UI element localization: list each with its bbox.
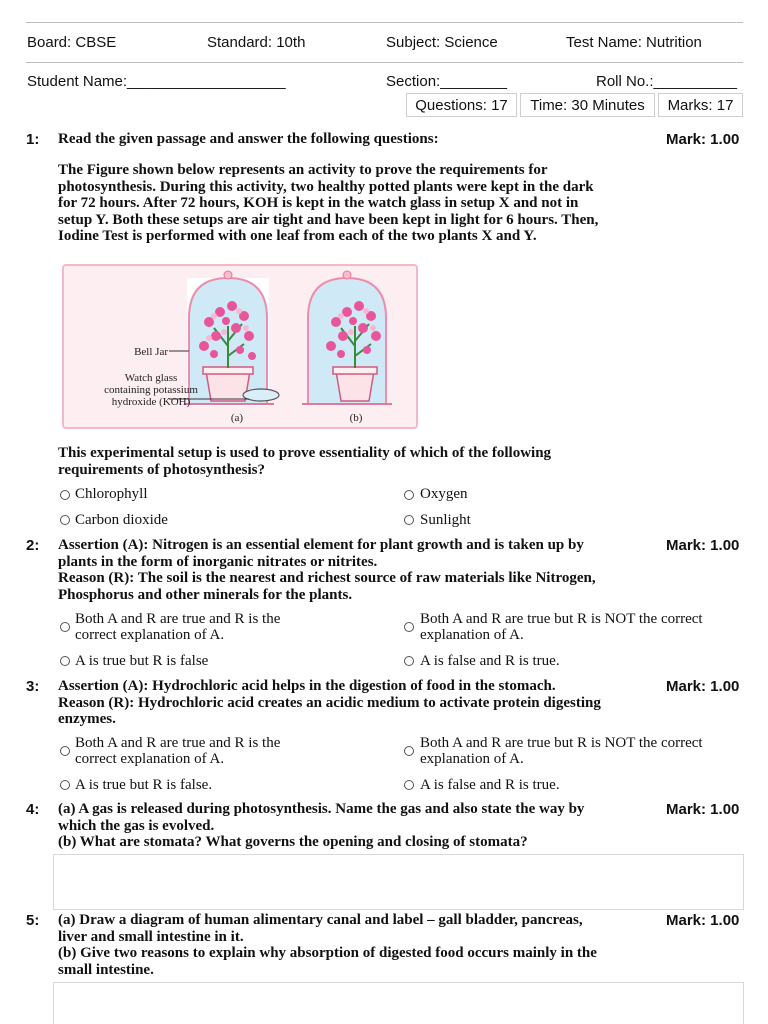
question-mark: Mark: 1.00 — [666, 678, 740, 695]
question-line: Phosphorus and other minerals for the plants. — [58, 586, 353, 603]
option-label: Carbon dioxide — [75, 512, 168, 528]
question-mark: Mark: 1.00 — [666, 131, 740, 148]
subject-label: Subject: Science — [386, 34, 498, 51]
option-line: Both A and R are true but R is NOT the correct — [420, 735, 703, 751]
question-line: requirements of photosynthesis? — [58, 461, 265, 478]
question-text — [58, 537, 658, 603]
radio-option[interactable] — [404, 780, 414, 790]
roll-no-field[interactable]: Roll No.:__________ — [596, 73, 737, 90]
question-line: which the gas is evolved. — [58, 817, 215, 834]
option-line: Both A and R are true and R is the — [75, 611, 281, 627]
question-line: Assertion (A): Hydrochloric acid helps in the digestion of food in the stomach. — [58, 678, 556, 694]
radio-option[interactable] — [60, 622, 70, 632]
radio-option[interactable] — [60, 780, 70, 790]
label-a: (a) — [230, 412, 244, 424]
radio-option[interactable] — [60, 656, 70, 666]
option-label — [75, 735, 280, 767]
question-number: 3: — [26, 678, 40, 695]
marks-badge: Marks: 17 — [658, 93, 743, 117]
watch-glass-label: containing potassium — [104, 384, 198, 396]
answer-box[interactable] — [53, 854, 744, 910]
watch-glass-label: hydroxide (KOH) — [111, 396, 191, 408]
option-label: Sunlight — [420, 512, 471, 528]
question-line: Assertion (A): Nitrogen is an essential element for plant growth and is taken up by — [58, 537, 584, 553]
option-label: A is false and R is true. — [420, 653, 560, 669]
question-mark: Mark: 1.00 — [666, 801, 740, 818]
radio-option[interactable] — [60, 490, 70, 500]
option-line: explanation of A. — [420, 627, 524, 643]
passage-line: for 72 hours. After 72 hours, KOH is kept in the watch glass in setup X and not in — [58, 195, 579, 211]
top-rule — [26, 22, 743, 23]
option-line: explanation of A. — [420, 751, 524, 767]
question-text — [58, 912, 658, 978]
question-number: 1: — [26, 131, 40, 148]
option-label: A is true but R is false. — [75, 777, 213, 793]
question-number: 2: — [26, 537, 40, 554]
radio-option[interactable] — [404, 656, 414, 666]
question-line: small intestine. — [58, 961, 154, 978]
standard-label: Standard: 10th — [207, 34, 306, 51]
radio-option[interactable] — [404, 746, 414, 756]
option-line: Both A and R are true but R is NOT the correct — [420, 611, 703, 627]
option-label — [75, 611, 280, 643]
question-line: enzymes. — [58, 711, 116, 727]
question-text — [58, 801, 658, 851]
option-line: Both A and R are true and R is the — [75, 735, 281, 751]
bell-jar-figure — [62, 264, 418, 429]
bell-jar-label: Bell Jar — [134, 346, 168, 358]
question-mark: Mark: 1.00 — [666, 912, 740, 929]
time-badge: Time: 30 Minutes — [520, 93, 655, 117]
option-label: A is false and R is true. — [420, 777, 560, 793]
passage-line: photosynthesis. During this activity, two healthy potted plants were kept in the dark — [58, 178, 594, 195]
option-label — [420, 735, 703, 767]
passage — [58, 162, 678, 245]
question-line: plants in the form of inorganic nitrates or nitrites. — [58, 553, 378, 570]
question-line: (a) A gas is released during photosynthesis. Name the gas and also state the way by — [58, 801, 585, 817]
header-rule — [26, 62, 743, 63]
radio-option[interactable] — [404, 490, 414, 500]
label-b: (b) — [349, 412, 363, 424]
question-line: Read the given passage and answer the following questions: — [58, 131, 439, 147]
answer-box[interactable] — [53, 982, 744, 1024]
option-label — [420, 611, 703, 643]
option-line: correct explanation of A. — [75, 627, 225, 643]
option-label: Chlorophyll — [75, 486, 148, 502]
test-name-label: Test Name: Nutrition — [566, 34, 702, 51]
question-line: Reason (R): Hydrochloric acid creates an acidic medium to activate protein digesting — [58, 694, 601, 711]
passage-line: setup Y. Both these setups are air tight and have been kept in light for 6 hours. Then, — [58, 211, 599, 228]
student-name-field[interactable]: Student Name:___________________ — [27, 73, 286, 90]
question-line: (b) Give two reasons to explain why absorption of digested food occurs mainly in the — [58, 945, 597, 961]
question-line: Reason (R): The soil is the nearest and richest source of raw materials like Nitrogen, — [58, 570, 596, 586]
radio-option[interactable] — [404, 515, 414, 525]
section-field[interactable]: Section:________ — [386, 73, 507, 90]
option-label: A is true but R is false — [75, 653, 209, 669]
question-number: 4: — [26, 801, 40, 818]
question-line: liver and small intestine in it. — [58, 928, 244, 945]
watch-glass-label: Watch glass — [124, 372, 178, 384]
bell-jar-b — [302, 271, 392, 404]
radio-option[interactable] — [404, 622, 414, 632]
bell-jar-illustration — [64, 266, 416, 427]
question-line: (a) Draw a diagram of human alimentary canal and label – gall bladder, pancreas, — [58, 912, 583, 928]
question-intro — [58, 131, 658, 148]
option-label: Oxygen — [420, 486, 468, 502]
passage-line: Iodine Test is performed with one leaf from each of the two plants X and Y. — [58, 228, 537, 244]
questions-count-badge: Questions: 17 — [406, 93, 517, 117]
passage-line: The Figure shown below represents an activity to prove the requirements for — [58, 162, 548, 178]
question-mark: Mark: 1.00 — [666, 537, 740, 554]
question-text — [58, 678, 658, 728]
option-line: correct explanation of A. — [75, 751, 225, 767]
board-label: Board: CBSE — [27, 34, 117, 51]
question-line: (b) What are stomata? What governs the opening and closing of stomata? — [58, 834, 528, 850]
question-number: 5: — [26, 912, 40, 929]
radio-option[interactable] — [60, 515, 70, 525]
question-line: This experimental setup is used to prove essentiality of which of the following — [58, 445, 552, 461]
radio-option[interactable] — [60, 746, 70, 756]
question-text — [58, 445, 658, 478]
bell-jar-a — [184, 271, 279, 406]
